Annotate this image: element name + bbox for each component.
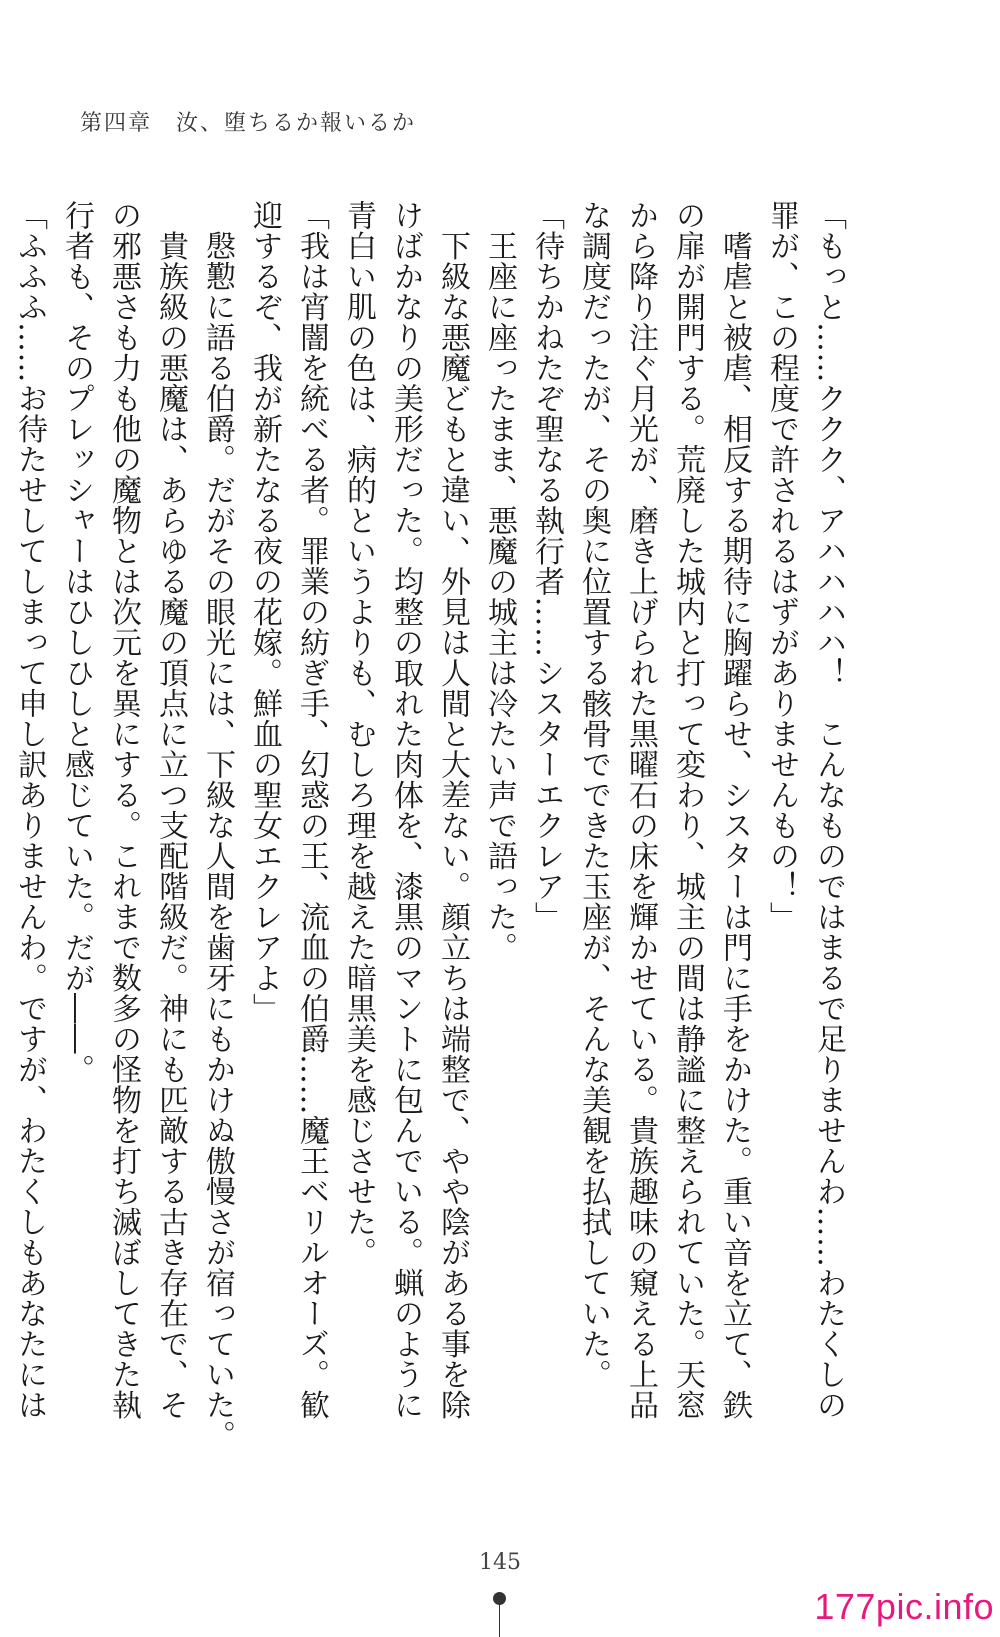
text-column: 貴族級の悪魔は、あらゆる魔の頂点に立つ支配階級だ。神にも匹敵する古き存在で、そ xyxy=(153,200,188,1420)
text-column: 「もっと……ククク、アハハハハ！ こんなものではまるで足りませんわ……わたくしの xyxy=(811,200,846,1420)
text-column: 嗜虐と被虐、相反する期待に胸躍らせ、シスターは門に手をかけた。重い音を立て、鉄 xyxy=(717,200,752,1420)
text-column: 罪が、この程度で許されるはずがありませんもの！」 xyxy=(764,200,799,932)
text-column: 青白い肌の色は、病的というよりも、むしろ理を越えた暗黒美を感じさせた。 xyxy=(341,200,376,1268)
watermark: 177pic.info xyxy=(814,1586,994,1627)
text-column: 迎するぞ、我が新たなる夜の花嫁。鮮血の聖女エクレアよ」 xyxy=(247,200,282,1024)
text-column: 下級な悪魔どもと違い、外見は人間と大差ない。顔立ちは端整で、やや陰がある事を除 xyxy=(435,200,470,1420)
text-column: 行者も、そのプレッシャーはひしひしと感じていた。だが――。 xyxy=(59,200,94,1085)
text-column: な調度だったが、その奥に位置する骸骨でできた玉座が、そんな美観を払拭していた。 xyxy=(576,200,611,1390)
text-column: の扉が開門する。荒廃した城内と打って変わり、城主の間は静謐に整えられていた。天窓 xyxy=(670,200,705,1420)
text-column: から降り注ぐ月光が、磨き上げられた黒曜石の床を輝かせている。貴族趣味の窺える上品 xyxy=(623,200,658,1420)
folio-line-ornament xyxy=(499,1604,500,1637)
text-column: の邪悪さも力も他の魔物とは次元を異にする。これまで数多の怪物を打ち滅ぼしてきた執 xyxy=(106,200,141,1420)
page-number: 145 xyxy=(479,1550,521,1575)
text-column: 慇懃に語る伯爵。だがその眼光には、下級な人間を歯牙にもかけぬ傲慢さが宿っていた。 xyxy=(200,200,235,1451)
body-text xyxy=(0,200,850,1500)
text-column: けばかなりの美形だった。均整の取れた肉体を、漆黒のマントに包んでいる。蝋のように xyxy=(388,200,423,1420)
text-column xyxy=(0,200,4,1500)
text-column: 「ふふふ……お待たせしてしまって申し訳ありませんわ。ですが、わたくしもあなたには xyxy=(12,200,47,1420)
text-column: 「待ちかねたぞ聖なる執行者……シスターエクレア」 xyxy=(529,200,564,932)
text-column: 王座に座ったまま、悪魔の城主は冷たい声で語った。 xyxy=(482,200,517,963)
text-column: 「我は宵闇を統べる者。罪業の紡ぎ手、幻惑の王、流血の伯爵……魔王ベリルオーズ。歓 xyxy=(294,200,329,1420)
running-head: 第四章 汝、堕ちるか報いるか xyxy=(80,111,417,136)
